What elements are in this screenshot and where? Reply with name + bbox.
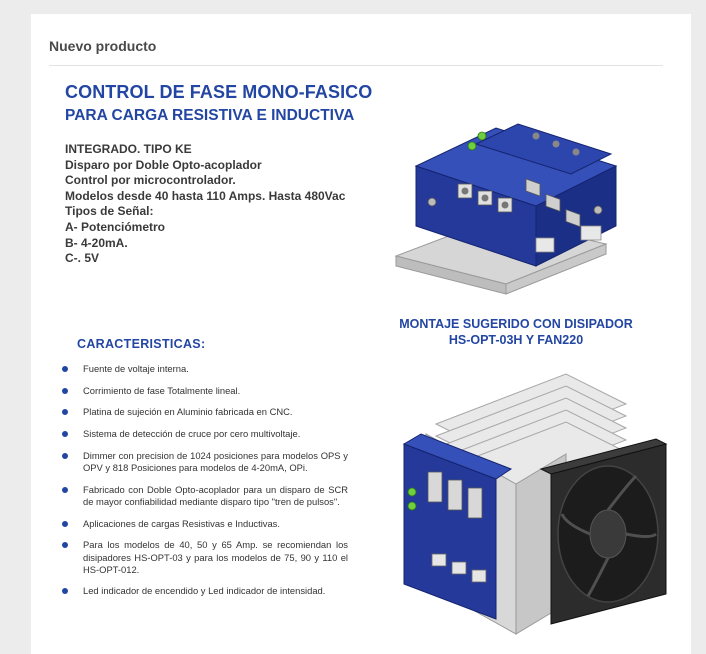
feature-text: Sistema de detección de cruce por cero multivoltaje. (83, 428, 301, 440)
bullet-icon (62, 388, 68, 394)
list-item (58, 385, 348, 397)
montaje-heading (361, 316, 671, 348)
product-title: CONTROL DE FASE MONO-FASICO (65, 82, 373, 102)
spec-line: B- 4-20mA. (65, 235, 128, 250)
bullet-icon (62, 409, 68, 415)
bullet-icon (62, 588, 68, 594)
spec-line: C-. 5V (65, 251, 100, 266)
list-item (58, 484, 348, 508)
montaje-heading-line: HS-OPT-03H Y FAN220 (448, 333, 584, 347)
caracteristicas-heading: CARACTERISTICAS: (77, 337, 206, 351)
bullet-icon (62, 521, 68, 527)
feature-text: Corrimiento de fase Totalmente lineal. (83, 384, 241, 396)
list-item (58, 450, 348, 474)
feature-text: Led indicador de encendido y Led indicador de intensidad. (83, 585, 326, 597)
feature-text: Para los modelos de 40, 50 y 65 Amp. se recomiendan los disipadores HS-OPT-03 y para los modelos de 75, 90 y 110 el HS-OPT-012. (83, 539, 348, 575)
bullet-icon (62, 366, 68, 372)
spec-line: Tipos de Señal: (65, 204, 154, 219)
spec-line: A- Potenciómetro (65, 219, 166, 234)
feature-list (58, 363, 348, 607)
bullet-icon (62, 542, 68, 548)
spec-line: Disparo por Doble Opto-acoplador (65, 157, 262, 172)
spec-line: Control por microcontrolador. (65, 173, 236, 188)
list-item (58, 539, 348, 576)
list-item (58, 363, 348, 375)
list-item (58, 428, 348, 440)
spec-line: Modelos desde 40 hasta 110 Amps. Hasta 480Vac (65, 188, 346, 203)
list-item (58, 406, 348, 418)
feature-text: Fuente de voltaje interna. (83, 363, 189, 374)
bullet-icon (62, 487, 68, 493)
phase-control-module-image (386, 106, 676, 296)
feature-text: Fabricado con Doble Opto-acoplador para un disparo de SCR de mayor confiabilidad mediante disparo tipo "tren de pulsos". (83, 483, 348, 507)
feature-text: Platina de sujeción en Aluminio fabricada en CNC. (83, 406, 293, 418)
list-item (58, 518, 348, 530)
bullet-icon (62, 431, 68, 437)
heatsink-fan-assembly-image (366, 364, 686, 654)
section-title: Nuevo producto (49, 38, 157, 54)
feature-text: Aplicaciones de cargas Resistivas e Inductivas. (83, 517, 280, 529)
divider (49, 65, 663, 66)
montaje-heading-line: MONTAJE SUGERIDO CON DISIPADOR (399, 317, 633, 331)
list-item (58, 585, 348, 597)
bullet-icon (62, 453, 68, 459)
product-subtitle: PARA CARGA RESISTIVA E INDUCTIVA (65, 107, 355, 124)
spec-line: INTEGRADO. TIPO KE (65, 142, 192, 156)
spec-list (65, 142, 345, 267)
feature-text: Dimmer con precision de 1024 posiciones para modelos OPS y OPV y 818 Posiciones para modelos de 4-20mA, OPi. (83, 449, 348, 474)
product-card (31, 14, 691, 654)
